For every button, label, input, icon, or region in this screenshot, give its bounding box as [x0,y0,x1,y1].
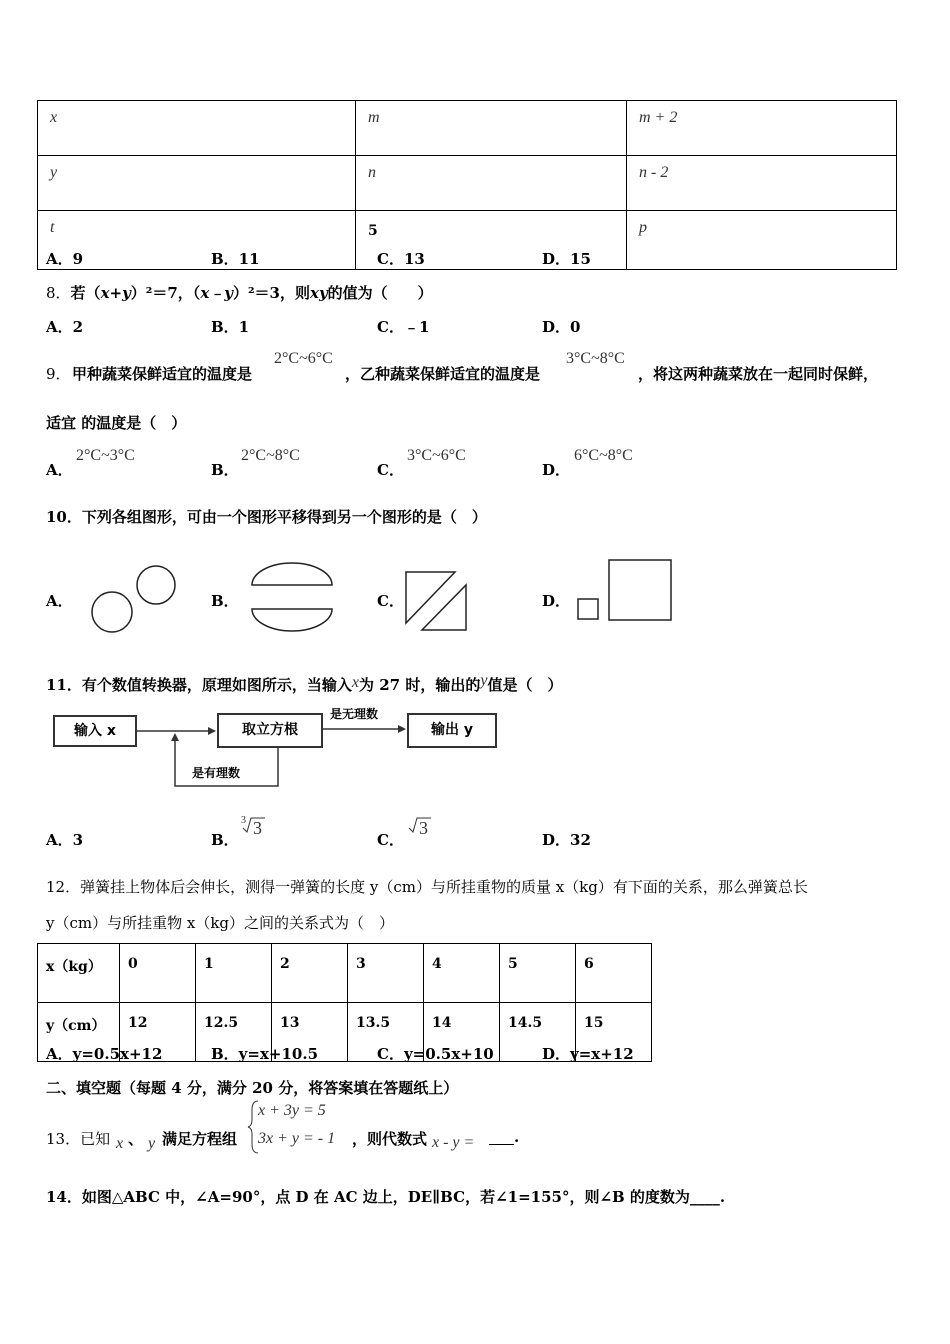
table-cell: n [356,156,627,211]
flow-output-box: 输出 y [407,713,497,748]
q9-option-a: 2°C~3°C [76,447,135,464]
flow-cube-root-box: 取立方根 [217,713,323,748]
q9-option-d-label: D． [542,461,571,479]
flow-rational-label: 是有理数 [192,766,241,780]
q13-expression: x - y = [432,1134,475,1151]
table-cell: 3 [348,944,424,1003]
table-cell: 4 [424,944,500,1003]
q11-option-c-radicand: 3 [419,818,428,838]
q8-expr: x+y [100,284,131,302]
q7-option-c: C．13 [377,250,425,268]
q7-option-a: A．9 [46,250,84,268]
table-cell: 5 [500,944,576,1003]
table-cell: 1 [196,944,272,1003]
q12-option-b: B．y=x+10.5 [211,1045,319,1063]
q12-stem-line2: y（cm）与所挂重物 x（kg）之间的关系式为（ ） [46,914,395,932]
q11-option-b-radicand: 3 [253,818,262,838]
q9-text-line2: 适宜 的温度是（ ） [46,414,187,432]
q11-option-d: D．32 [542,831,591,849]
table-cell: 14.5 [500,1003,576,1062]
q10-option-d-label: D． [542,592,571,610]
q9-option-b: 2°C~8°C [241,447,300,464]
section-title: 二、填空题（每题 4 分，满分 20 分，将答案填在答题纸上） [46,1079,459,1097]
q11-text: 11．有个数值转换器，原理如图所示，当输入 [46,676,352,694]
q8-option-a: A．2 [46,318,84,336]
flow-irrational-label: 是无理数 [330,707,379,721]
table-cell: 13 [272,1003,348,1062]
table-cell: y [38,156,356,211]
q11-option-b-index: 3 [241,815,246,826]
q9-option-a-label: A． [46,461,73,479]
q8-option-b: B．1 [211,318,250,336]
q7-option-d: D．15 [542,250,591,268]
table-cell: y（cm） [38,1003,120,1062]
q12-stem-line1: 12．弹簧挂上物体后会伸长，测得一弹簧的长度 y（cm）与所挂重物的质量 x（kg）有下面的关系，那么弹簧总长 [46,878,808,896]
table-cell: m + 2 [627,101,897,156]
q11-option-c-label: C． [377,831,404,849]
q8-text: ）²＝3，则 [232,284,310,302]
table-cell: 6 [576,944,652,1003]
q9-text: ，乙种蔬菜保鲜适宜的温度是 [345,365,541,383]
q8-text: 的值为（ ） [327,284,433,302]
q8-text: ）²＝7，（ [130,284,201,302]
table-cell: n - 2 [627,156,897,211]
q9-option-b-label: B． [211,461,239,479]
table-cell: 12.5 [196,1003,272,1062]
q13-var-y: y [148,1135,156,1152]
q9-range-a: 2°C~6°C [274,350,333,367]
q9-option-c-label: C． [377,461,404,479]
table-cell: 13.5 [348,1003,424,1062]
q13-var-x: x [116,1135,124,1152]
table-cell: 5 [356,211,627,270]
q9-option-c: 3°C~6°C [407,447,466,464]
q13-end: . [514,1128,520,1146]
q9-range-b: 3°C~8°C [566,350,625,367]
q11-text: 为 27 时，输出的 [359,676,481,694]
q10-option-c-label: C． [377,592,404,610]
q14-stem: 14．如图△ABC 中，∠A=90°，点 D 在 AC 边上，DE∥BC，若∠1=155°，则∠B 的度数为____. [46,1188,726,1206]
q13-text: 满足方程组 [162,1130,238,1148]
q9-number: 9． [46,365,71,383]
q8-option-c: C．﹣1 [377,318,430,336]
q10-option-b-label: B． [211,592,239,610]
q13-text: 13．已知 [46,1130,111,1148]
q8-expr: x﹣y [200,284,233,302]
q11-var: y [480,672,488,689]
q13-equation-1: x + 3y = 5 [258,1102,326,1119]
q8-number: 8． [46,284,71,302]
q12-option-d: D．y=x+12 [542,1045,634,1063]
q11-option-b-label: B． [211,831,239,849]
q8-option-d: D．0 [542,318,581,336]
q9-text: 甲种蔬菜保鲜适宜的温度是 [72,365,253,383]
table-cell: 14 [424,1003,500,1062]
q7-option-b: B．11 [211,250,260,268]
q11-var: x [351,674,359,691]
table-cell: p [627,211,897,270]
q8-text: 若（ [70,284,101,302]
q13-answer-blank [489,1144,514,1145]
table-cell: t [38,211,356,270]
table-cell: 0 [120,944,196,1003]
q9-text: ，将这两种蔬菜放在一起同时保鲜， [638,365,879,383]
table-cell: x [38,101,356,156]
q11-text: 值是（ ） [487,676,563,694]
table-cell: 15 [576,1003,652,1062]
q13-sep: 、 [128,1130,144,1148]
flow-input-box: 输入 x [53,715,137,747]
q13-equation-2: 3x + y = - 1 [258,1130,336,1147]
q8-expr: xy [310,284,328,302]
q10-stem: 10．下列各组图形，可由一个图形平移得到另一个图形的是（ ） [46,508,487,526]
q10-option-a-label: A． [46,592,73,610]
table-cell: m [356,101,627,156]
table-cell: 2 [272,944,348,1003]
q11-option-a: A．3 [46,831,84,849]
table-cell: 12 [120,1003,196,1062]
q13-text: ，则代数式 [352,1130,428,1148]
q12-option-a: A．y=0.5x+12 [46,1045,163,1063]
q12-option-c: C．y=0.5x+10 [377,1045,494,1063]
table-cell: x（kg） [38,944,120,1003]
q9-option-d: 6°C~8°C [574,447,633,464]
